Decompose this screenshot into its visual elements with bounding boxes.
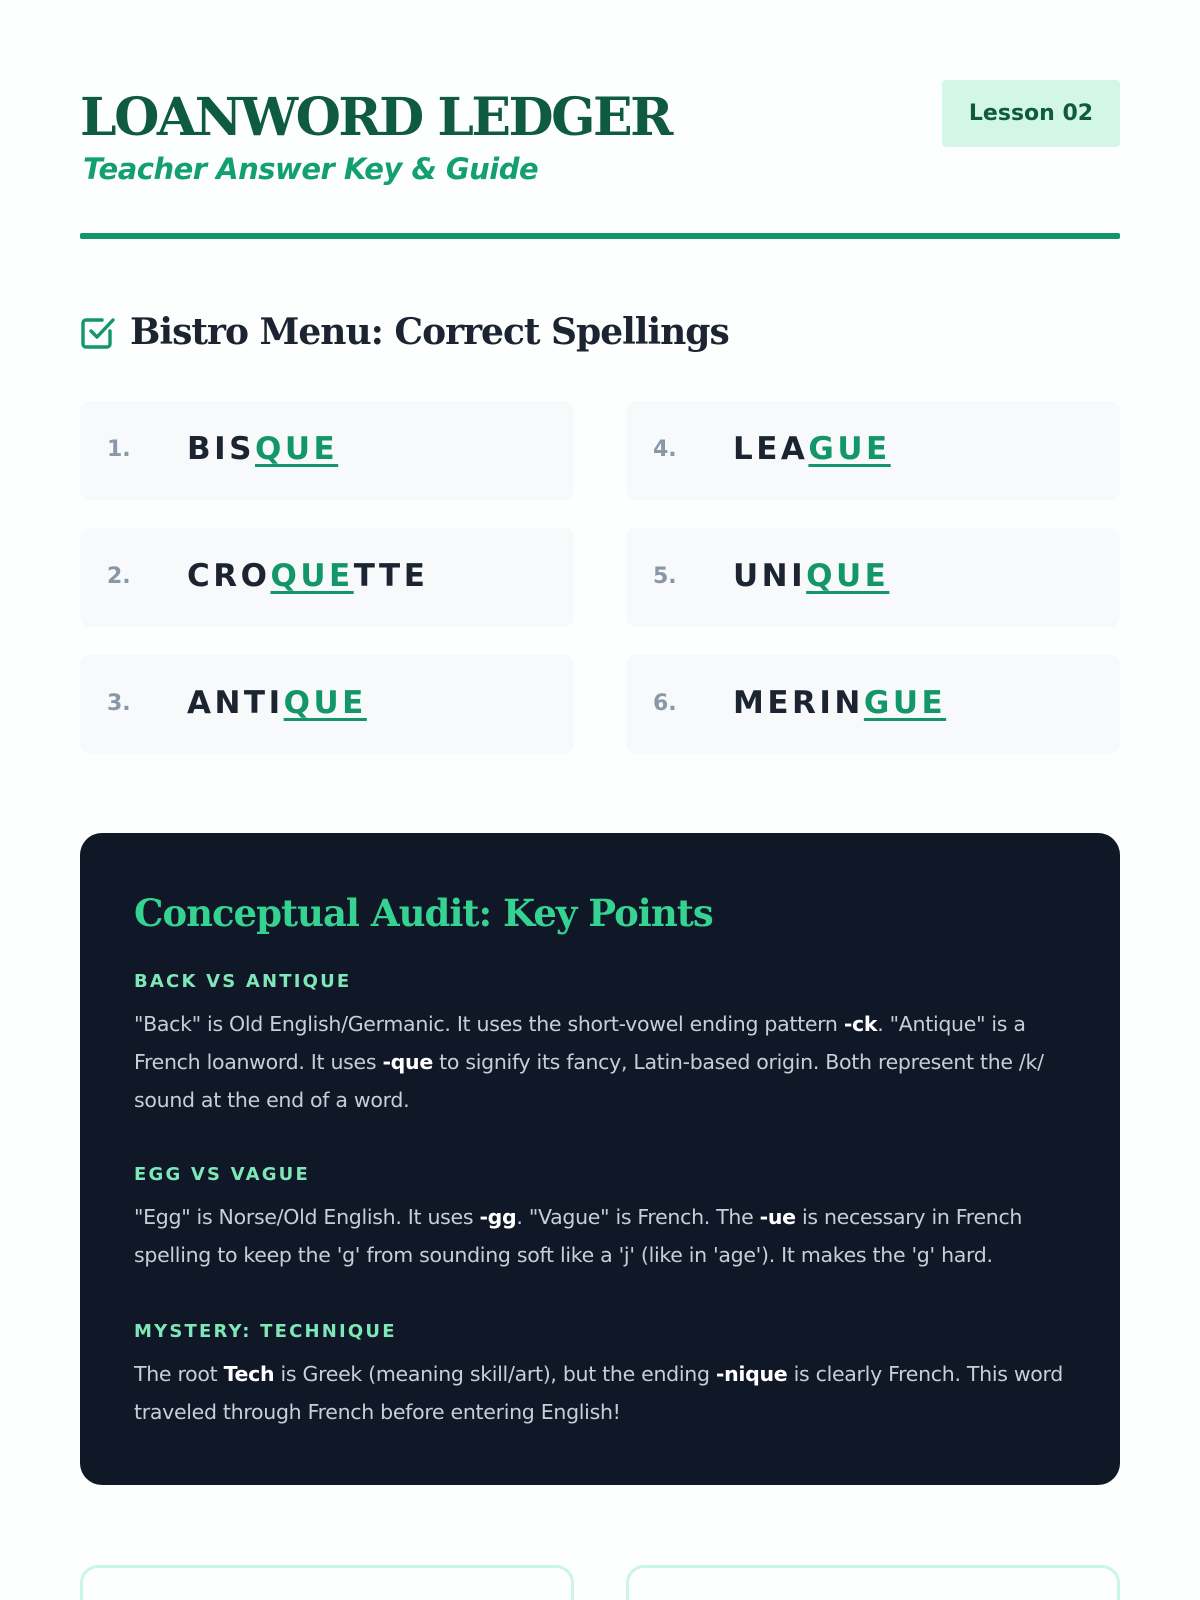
- item-number: 6.: [653, 691, 677, 716]
- spelling-word: [733, 558, 889, 594]
- item-number: 3.: [107, 691, 131, 716]
- word-ending: GUE: [808, 431, 891, 467]
- point-label: EGG VS VAGUE: [134, 1164, 310, 1185]
- point-label: MYSTERY: TECHNIQUE: [134, 1321, 397, 1342]
- word-stem: ANTI: [187, 685, 284, 721]
- item-number: 2.: [107, 564, 131, 589]
- section-title: Bistro Menu: Correct Spellings: [130, 311, 729, 353]
- item-number: 5.: [653, 564, 677, 589]
- bottom-card-right: [626, 1565, 1120, 1600]
- item-number: 1.: [107, 437, 131, 462]
- spelling-card: [80, 655, 574, 754]
- spelling-card: [626, 655, 1120, 754]
- word-stem: LEA: [733, 431, 809, 467]
- conceptual-audit-panel: [80, 833, 1120, 1485]
- word-ending: GUE: [863, 685, 947, 721]
- header: [80, 80, 1120, 240]
- spelling-card: [626, 528, 1120, 627]
- word-ending: QUE: [283, 685, 367, 721]
- bottom-card-left: [80, 1565, 574, 1600]
- spelling-card: [80, 401, 574, 500]
- point-label: BACK VS ANTIQUE: [134, 971, 352, 992]
- spelling-word: [187, 685, 367, 721]
- word-stem: BIS: [187, 431, 255, 467]
- point-text: The root Tech is Greek (meaning skill/art), but the ending -nique is clearly French. This word traveled through French before entering English!: [134, 1362, 1064, 1424]
- item-number: 4.: [653, 437, 677, 462]
- word-stem: MERIN: [733, 685, 864, 721]
- page-title: LOANWORD LEDGER: [80, 87, 671, 148]
- spellings-heading: [80, 311, 729, 353]
- word-stem: UNI: [733, 558, 807, 594]
- spelling-card: [80, 528, 574, 627]
- word-tail: TTE: [353, 558, 429, 594]
- page-subtitle: Teacher Answer Key & Guide: [83, 152, 539, 186]
- word-ending: QUE: [255, 431, 339, 467]
- spelling-word: [733, 431, 891, 467]
- lesson-badge: Lesson 02: [942, 80, 1120, 147]
- point-text: "Egg" is Norse/Old English. It uses -gg. "Vague" is French. The -ue is necessary in French spelling to keep the 'g' from sounding soft like a 'j' (like in 'age'). It makes the 'g' hard.: [134, 1205, 1023, 1267]
- audit-title: Conceptual Audit: Key Points: [134, 891, 713, 935]
- spelling-word: [187, 558, 428, 594]
- word-stem: CRO: [187, 558, 271, 594]
- spelling-word: [733, 685, 946, 721]
- spelling-word: [187, 431, 338, 467]
- point-text: "Back" is Old English/Germanic. It uses the short-vowel ending pattern -ck. "Antique" is a French loanword. It uses -que to signify its fancy, Latin-based origin. Both represent the /k/ sound at the end of a word.: [134, 1012, 1044, 1112]
- word-ending: QUE: [806, 558, 890, 594]
- header-divider: [80, 233, 1120, 239]
- word-ending: QUE: [270, 558, 354, 594]
- spelling-card: [626, 401, 1120, 500]
- checkbox-icon: [80, 314, 116, 350]
